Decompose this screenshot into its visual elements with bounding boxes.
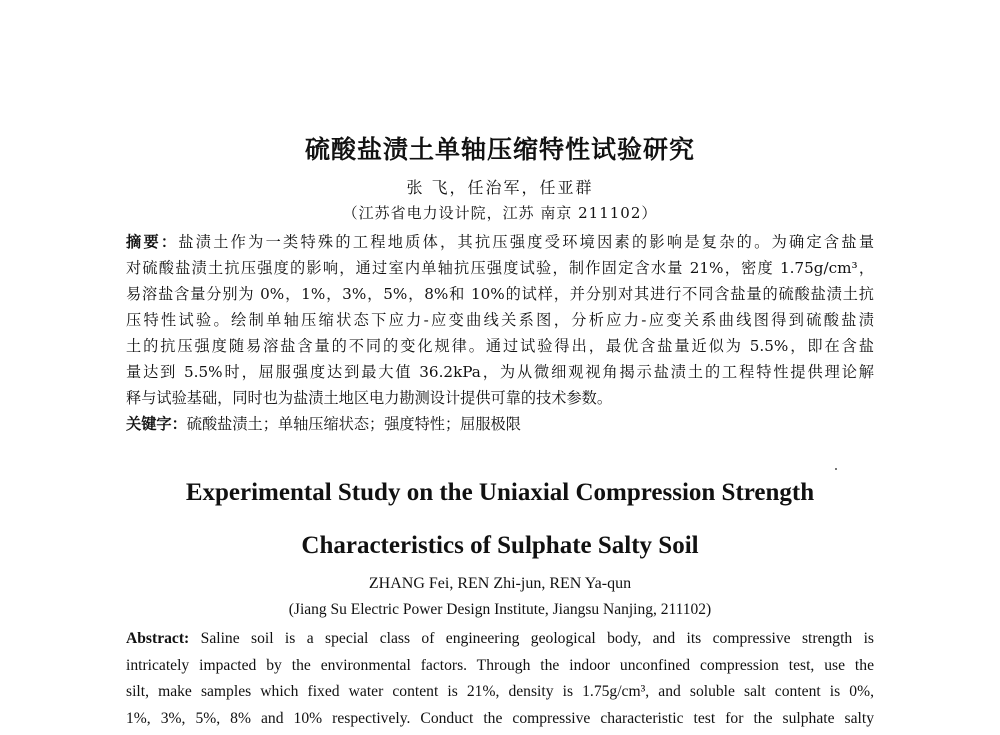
english-abstract-label: Abstract: xyxy=(126,630,190,647)
english-title-line-2: Characteristics of Sulphate Salty Soil xyxy=(301,532,699,559)
scan-speck xyxy=(835,468,837,470)
chinese-keywords xyxy=(126,411,874,437)
chinese-keywords-text: 硫酸盐渍土；单轴压缩状态；强度特性；屈服极限 xyxy=(186,415,521,433)
english-abstract-line xyxy=(126,626,874,653)
chinese-abstract-line: 压特性试验。绘制单轴压缩状态下应力-应变曲线关系图，分析应力-应变关系曲线图得到硫酸盐渍 xyxy=(126,311,874,329)
chinese-abstract-line xyxy=(126,229,874,255)
english-abstract-line: intricately impacted by the environmental factors. Through the indoor unconfined compression test, use the xyxy=(126,656,874,674)
chinese-title: 硫酸盐渍土单轴压缩特性试验研究 xyxy=(304,135,695,164)
chinese-abstract-line: 土的抗压强度随易溶盐含量的不同的变化规律。通过试验得出，最优含盐量近似为 5.5%，即在含盐 xyxy=(126,337,874,355)
chinese-abstract-line: 量达到 5.5%时，屈服强度达到最大值 36.2kPa，为从微细观视角揭示盐渍土的工程特性提供理论解 xyxy=(126,363,874,381)
chinese-abstract-line: 释与试验基础，同时也为盐渍土地区电力勘测设计提供可靠的技术参数。 xyxy=(126,389,612,407)
english-abstract-line: 1%, 3%, 5%, 8% and 10% respectively. Conduct the compressive characteristic test for the sulphate salty xyxy=(126,709,874,727)
chinese-authors: 张 飞，任治军，任亚群 xyxy=(406,178,594,197)
english-authors: ZHANG Fei, REN Zhi-jun, REN Ya-qun xyxy=(368,575,632,592)
chinese-abstract-text: 盐渍土作为一类特殊的工程地质体，其抗压强度受环境因素的影响是复杂的。为确定含盐量 xyxy=(178,233,874,251)
english-abstract-line: silt, make samples which fixed water content is 21%, density is 1.75g/cm³, and soluble salt content is 0%, xyxy=(126,683,874,700)
chinese-abstract-line: 对硫酸盐渍土抗压强度的影响，通过室内单轴抗压强度试验，制作固定含水量 21%，密度 1.75g/cm³， xyxy=(126,259,874,277)
chinese-keywords-label: 关键字： xyxy=(126,415,187,433)
chinese-abstract-label: 摘要： xyxy=(126,233,179,251)
chinese-affiliation: （江苏省电力设计院，江苏 南京 211102） xyxy=(342,204,658,222)
english-abstract xyxy=(126,626,874,732)
english-title-line-1: Experimental Study on the Uniaxial Compression Strength xyxy=(185,479,815,506)
english-abstract-text: Saline soil is a special class of engineering geological body, and its compressive strength is xyxy=(200,630,875,647)
chinese-abstract-line: 易溶盐含量分别为 0%，1%，3%，5%，8%和 10%的试样，并分别对其进行不同含盐量的硫酸盐渍土抗 xyxy=(126,285,874,303)
chinese-abstract xyxy=(126,229,874,411)
english-affiliation: (Jiang Su Electric Power Design Institute, Jiangsu Nanjing, 211102) xyxy=(288,601,712,618)
